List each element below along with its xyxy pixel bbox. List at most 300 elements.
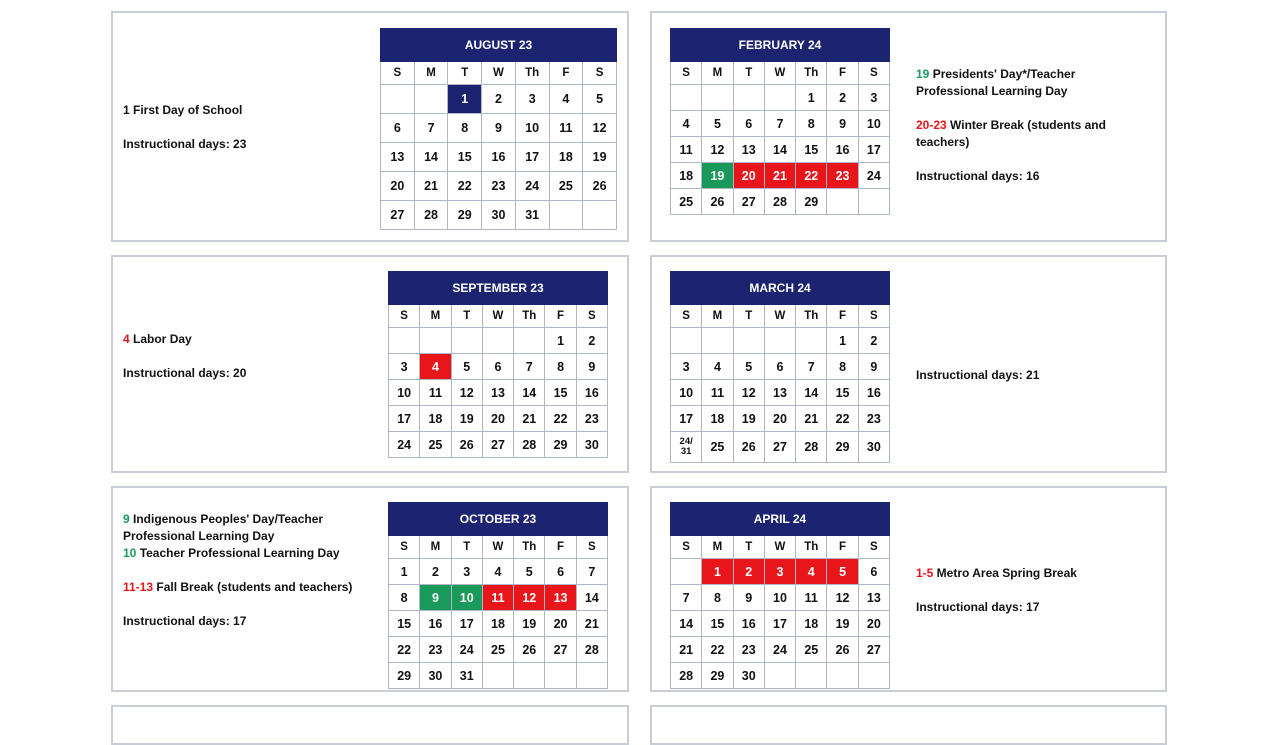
day-cell: 9 (482, 114, 516, 143)
day-cell: 20 (764, 406, 795, 432)
day-cell: 3 (858, 85, 889, 111)
day-cell: 14 (764, 137, 795, 163)
day-of-week-header: M (702, 536, 733, 559)
week-row (389, 637, 608, 663)
day-cell: 15 (545, 380, 576, 406)
day-of-week-header: F (827, 62, 858, 85)
day-cell: 26 (827, 637, 858, 663)
day-of-week-header: W (764, 536, 795, 559)
day-of-week-header: T (451, 536, 482, 559)
day-cell: 19 (702, 163, 733, 189)
day-cell: 20 (733, 163, 764, 189)
day-cell: 14 (514, 380, 545, 406)
day-cell: 29 (448, 201, 482, 230)
empty-day-cell (827, 189, 858, 215)
day-cell: 8 (545, 354, 576, 380)
week-row (671, 189, 890, 215)
day-cell: 28 (764, 189, 795, 215)
day-of-week-header: W (482, 536, 513, 559)
day-cell: 21 (764, 163, 795, 189)
calendar-october (388, 502, 608, 689)
notes-october (123, 511, 373, 647)
day-cell: 16 (827, 137, 858, 163)
day-of-week-header: S (671, 62, 702, 85)
calendar-note (916, 599, 1146, 616)
calendar-note (916, 367, 1146, 384)
day-cell: 23 (576, 406, 607, 432)
date-highlight: 4 (123, 332, 130, 346)
calendar-note (123, 136, 373, 153)
day-cell: 29 (545, 432, 576, 458)
day-of-week-header: F (827, 536, 858, 559)
day-cell: 14 (576, 585, 607, 611)
day-cell: 29 (389, 663, 420, 689)
empty-day-cell (671, 328, 702, 354)
day-cell: 29 (827, 432, 858, 463)
day-cell: 30 (420, 663, 451, 689)
day-cell: 4 (702, 354, 733, 380)
day-of-week-header: Th (796, 536, 827, 559)
day-cell: 18 (549, 143, 583, 172)
calendar-note (916, 117, 1146, 151)
day-cell: 7 (514, 354, 545, 380)
day-cell: 12 (733, 380, 764, 406)
day-of-week-header: W (764, 62, 795, 85)
empty-day-cell (451, 328, 482, 354)
day-of-week-header: T (733, 62, 764, 85)
day-cell: 30 (858, 432, 889, 463)
note-text: 1 First Day of School (123, 103, 243, 117)
day-of-week-header: F (549, 62, 583, 85)
empty-day-cell (733, 85, 764, 111)
day-of-week-header: T (733, 536, 764, 559)
day-of-week-header: S (576, 536, 607, 559)
note-text: Instructional days: 21 (916, 368, 1040, 382)
day-cell: 11 (796, 585, 827, 611)
empty-day-cell (858, 663, 889, 689)
day-cell: 8 (389, 585, 420, 611)
week-row (671, 163, 890, 189)
calendar-note (916, 66, 1146, 100)
day-cell: 4 (482, 559, 513, 585)
day-cell: 5 (702, 111, 733, 137)
day-cell: 18 (420, 406, 451, 432)
day-cell: 27 (545, 637, 576, 663)
day-cell: 3 (515, 85, 549, 114)
day-cell: 1 (389, 559, 420, 585)
day-cell: 26 (702, 189, 733, 215)
calendar-note (123, 331, 373, 348)
empty-day-cell (796, 663, 827, 689)
day-cell: 30 (576, 432, 607, 458)
calendar-note (123, 579, 373, 596)
day-cell: 5 (827, 559, 858, 585)
empty-day-cell (764, 328, 795, 354)
week-row (389, 611, 608, 637)
day-cell: 25 (482, 637, 513, 663)
day-cell: 24 (389, 432, 420, 458)
day-of-week-header: M (414, 62, 448, 85)
day-cell: 25 (796, 637, 827, 663)
day-cell: 22 (545, 406, 576, 432)
day-cell: 22 (448, 172, 482, 201)
date-highlight: 1-5 (916, 566, 934, 580)
day-cell: 12 (514, 585, 545, 611)
day-of-week-header: S (576, 305, 607, 328)
day-cell: 11 (671, 137, 702, 163)
day-of-week-header: Th (514, 536, 545, 559)
day-of-week-header: M (702, 305, 733, 328)
month-title: APRIL 24 (671, 503, 890, 536)
week-row (671, 380, 890, 406)
day-of-week-header: M (420, 536, 451, 559)
day-cell: 5 (514, 559, 545, 585)
empty-day-cell (858, 189, 889, 215)
day-cell: 22 (827, 406, 858, 432)
day-cell: 13 (545, 585, 576, 611)
date-highlight: 19 (916, 67, 930, 81)
date-highlight: 10 (123, 546, 137, 560)
day-cell: 16 (576, 380, 607, 406)
day-cell: 3 (451, 559, 482, 585)
week-row (671, 406, 890, 432)
calendar-note (123, 545, 373, 562)
empty-day-cell (764, 85, 795, 111)
week-row (671, 328, 890, 354)
day-cell: 18 (671, 163, 702, 189)
day-cell: 3 (389, 354, 420, 380)
calendar-august (380, 28, 617, 230)
day-of-week-header: Th (514, 305, 545, 328)
calendar-note (916, 565, 1146, 582)
day-cell: 18 (482, 611, 513, 637)
day-cell: 20 (545, 611, 576, 637)
day-cell: 8 (702, 585, 733, 611)
empty-day-cell (549, 201, 583, 230)
day-cell: 3 (671, 354, 702, 380)
day-cell: 17 (515, 143, 549, 172)
day-cell: 23 (858, 406, 889, 432)
day-cell: 27 (381, 201, 415, 230)
day-cell: 13 (764, 380, 795, 406)
day-cell: 6 (482, 354, 513, 380)
day-cell: 6 (764, 354, 795, 380)
day-cell: 12 (702, 137, 733, 163)
note-text: Instructional days: 16 (916, 169, 1040, 183)
day-cell: 27 (733, 189, 764, 215)
day-cell: 23 (733, 637, 764, 663)
day-cell: 26 (583, 172, 617, 201)
day-of-week-header: F (545, 305, 576, 328)
day-cell: 24 (451, 637, 482, 663)
day-cell: 25 (549, 172, 583, 201)
day-cell: 13 (858, 585, 889, 611)
note-text: Instructional days: 17 (123, 614, 247, 628)
notes-april (916, 565, 1146, 633)
day-cell: 25 (420, 432, 451, 458)
day-cell: 4 (549, 85, 583, 114)
day-of-week-header: M (420, 305, 451, 328)
empty-day-cell (583, 201, 617, 230)
day-cell: 14 (671, 611, 702, 637)
empty-day-cell (482, 663, 513, 689)
week-row (671, 111, 890, 137)
day-cell: 12 (583, 114, 617, 143)
day-cell: 2 (827, 85, 858, 111)
day-cell: 11 (420, 380, 451, 406)
day-cell: 28 (514, 432, 545, 458)
note-text: Instructional days: 23 (123, 137, 247, 151)
day-cell: 5 (451, 354, 482, 380)
day-cell: 16 (858, 380, 889, 406)
day-cell: 23 (827, 163, 858, 189)
week-row (389, 663, 608, 689)
day-cell: 1 (796, 85, 827, 111)
day-of-week-header: S (858, 62, 889, 85)
note-text: Indigenous Peoples' Day/Teacher Professional Learning Day (123, 512, 324, 543)
day-of-week-header: F (827, 305, 858, 328)
day-cell: 13 (381, 143, 415, 172)
day-cell: 16 (733, 611, 764, 637)
day-cell: 26 (451, 432, 482, 458)
calendar-april (670, 502, 890, 689)
day-cell: 11 (482, 585, 513, 611)
day-cell: 9 (420, 585, 451, 611)
notes-september (123, 331, 373, 399)
day-cell: 9 (733, 585, 764, 611)
day-of-week-header: W (482, 62, 516, 85)
week-row (671, 354, 890, 380)
day-cell: 28 (671, 663, 702, 689)
empty-day-cell (796, 328, 827, 354)
day-cell: 22 (702, 637, 733, 663)
day-cell: 19 (451, 406, 482, 432)
day-cell: 8 (796, 111, 827, 137)
day-cell: 15 (448, 143, 482, 172)
day-cell: 25 (671, 189, 702, 215)
day-cell: 27 (858, 637, 889, 663)
day-cell: 12 (451, 380, 482, 406)
calendar-note (123, 613, 373, 630)
week-row (671, 663, 890, 689)
day-cell: 2 (482, 85, 516, 114)
day-cell: 10 (858, 111, 889, 137)
month-title: MARCH 24 (671, 272, 890, 305)
day-cell: 8 (448, 114, 482, 143)
panel-next-right (650, 705, 1167, 745)
day-cell: 11 (549, 114, 583, 143)
day-cell: 7 (764, 111, 795, 137)
day-of-week-header: W (482, 305, 513, 328)
week-row (389, 559, 608, 585)
week-row (381, 172, 617, 201)
day-cell: 14 (796, 380, 827, 406)
day-cell: 24 (515, 172, 549, 201)
day-cell: 18 (796, 611, 827, 637)
week-row (389, 354, 608, 380)
day-cell: 24 (764, 637, 795, 663)
week-row (381, 201, 617, 230)
week-row (389, 328, 608, 354)
day-cell: 5 (733, 354, 764, 380)
calendar-note (123, 365, 373, 382)
day-of-week-header: Th (796, 62, 827, 85)
day-cell: 18 (702, 406, 733, 432)
day-cell: 15 (796, 137, 827, 163)
day-cell: 30 (733, 663, 764, 689)
calendar-september (388, 271, 608, 458)
day-cell: 11 (702, 380, 733, 406)
day-cell: 6 (858, 559, 889, 585)
empty-day-cell (733, 328, 764, 354)
day-cell: 7 (576, 559, 607, 585)
day-cell: 24/ 31 (671, 432, 702, 463)
empty-day-cell (414, 85, 448, 114)
empty-day-cell (827, 663, 858, 689)
day-cell: 19 (733, 406, 764, 432)
calendar-note (123, 102, 373, 119)
notes-february (916, 66, 1146, 202)
day-cell: 27 (764, 432, 795, 463)
week-row (381, 143, 617, 172)
empty-day-cell (389, 328, 420, 354)
day-of-week-header: S (389, 536, 420, 559)
empty-day-cell (702, 328, 733, 354)
week-row (389, 432, 608, 458)
empty-day-cell (576, 663, 607, 689)
month-title: SEPTEMBER 23 (389, 272, 608, 305)
panel-next-left (111, 705, 629, 745)
week-row (381, 85, 617, 114)
day-cell: 6 (733, 111, 764, 137)
notes-march (916, 367, 1146, 401)
day-cell: 27 (482, 432, 513, 458)
day-of-week-header: Th (796, 305, 827, 328)
note-text: Labor Day (129, 332, 192, 346)
day-of-week-header: S (671, 536, 702, 559)
day-cell: 22 (796, 163, 827, 189)
week-row (671, 85, 890, 111)
date-highlight: 20-23 (916, 118, 947, 132)
month-title: OCTOBER 23 (389, 503, 608, 536)
day-of-week-header: F (545, 536, 576, 559)
day-cell: 7 (671, 585, 702, 611)
day-cell: 13 (733, 137, 764, 163)
week-row (389, 585, 608, 611)
day-cell: 1 (827, 328, 858, 354)
note-text: Teacher Professional Learning Day (136, 546, 340, 560)
day-cell: 10 (671, 380, 702, 406)
day-cell: 10 (389, 380, 420, 406)
day-cell: 29 (796, 189, 827, 215)
empty-day-cell (420, 328, 451, 354)
day-cell: 1 (702, 559, 733, 585)
day-cell: 1 (545, 328, 576, 354)
date-highlight: 11-13 (123, 580, 154, 594)
month-title: AUGUST 23 (381, 29, 617, 62)
note-text: Winter Break (students and teachers) (916, 118, 1106, 149)
calendar-note (916, 168, 1146, 185)
week-row (381, 114, 617, 143)
empty-day-cell (671, 559, 702, 585)
day-cell: 21 (671, 637, 702, 663)
day-cell: 6 (545, 559, 576, 585)
day-cell: 30 (482, 201, 516, 230)
day-cell: 2 (420, 559, 451, 585)
day-of-week-header: S (389, 305, 420, 328)
day-cell: 15 (702, 611, 733, 637)
notes-august (123, 102, 373, 170)
day-cell: 21 (414, 172, 448, 201)
day-cell: 21 (576, 611, 607, 637)
week-row (671, 559, 890, 585)
week-row (671, 432, 890, 463)
day-cell: 4 (796, 559, 827, 585)
day-cell: 22 (389, 637, 420, 663)
day-cell: 16 (420, 611, 451, 637)
week-row (389, 380, 608, 406)
day-cell: 20 (381, 172, 415, 201)
week-row (671, 611, 890, 637)
note-text: Presidents' Day*/Teacher Professional Learning Day (916, 67, 1076, 98)
week-row (671, 137, 890, 163)
day-cell: 15 (827, 380, 858, 406)
day-cell: 28 (414, 201, 448, 230)
day-cell: 1 (448, 85, 482, 114)
day-cell: 12 (827, 585, 858, 611)
note-text: Instructional days: 20 (123, 366, 247, 380)
day-of-week-header: T (451, 305, 482, 328)
day-of-week-header: T (448, 62, 482, 85)
day-cell: 14 (414, 143, 448, 172)
empty-day-cell (702, 85, 733, 111)
empty-day-cell (381, 85, 415, 114)
day-cell: 17 (671, 406, 702, 432)
day-cell: 17 (389, 406, 420, 432)
day-cell: 7 (414, 114, 448, 143)
day-cell: 29 (702, 663, 733, 689)
day-cell: 6 (381, 114, 415, 143)
day-cell: 2 (733, 559, 764, 585)
day-of-week-header: M (702, 62, 733, 85)
day-cell: 19 (583, 143, 617, 172)
day-cell: 28 (796, 432, 827, 463)
calendar-note (123, 511, 373, 545)
day-of-week-header: S (583, 62, 617, 85)
day-cell: 23 (420, 637, 451, 663)
calendar-march (670, 271, 890, 463)
day-cell: 4 (671, 111, 702, 137)
day-cell: 9 (576, 354, 607, 380)
day-cell: 16 (482, 143, 516, 172)
day-cell: 2 (576, 328, 607, 354)
week-row (389, 406, 608, 432)
day-of-week-header: Th (515, 62, 549, 85)
day-cell: 8 (827, 354, 858, 380)
empty-day-cell (545, 663, 576, 689)
day-cell: 17 (451, 611, 482, 637)
day-cell: 20 (482, 406, 513, 432)
day-cell: 19 (827, 611, 858, 637)
empty-day-cell (671, 85, 702, 111)
day-cell: 15 (389, 611, 420, 637)
day-cell: 26 (514, 637, 545, 663)
day-of-week-header: S (858, 305, 889, 328)
day-cell: 9 (858, 354, 889, 380)
date-highlight: 9 (123, 512, 130, 526)
day-cell: 26 (733, 432, 764, 463)
day-cell: 19 (514, 611, 545, 637)
